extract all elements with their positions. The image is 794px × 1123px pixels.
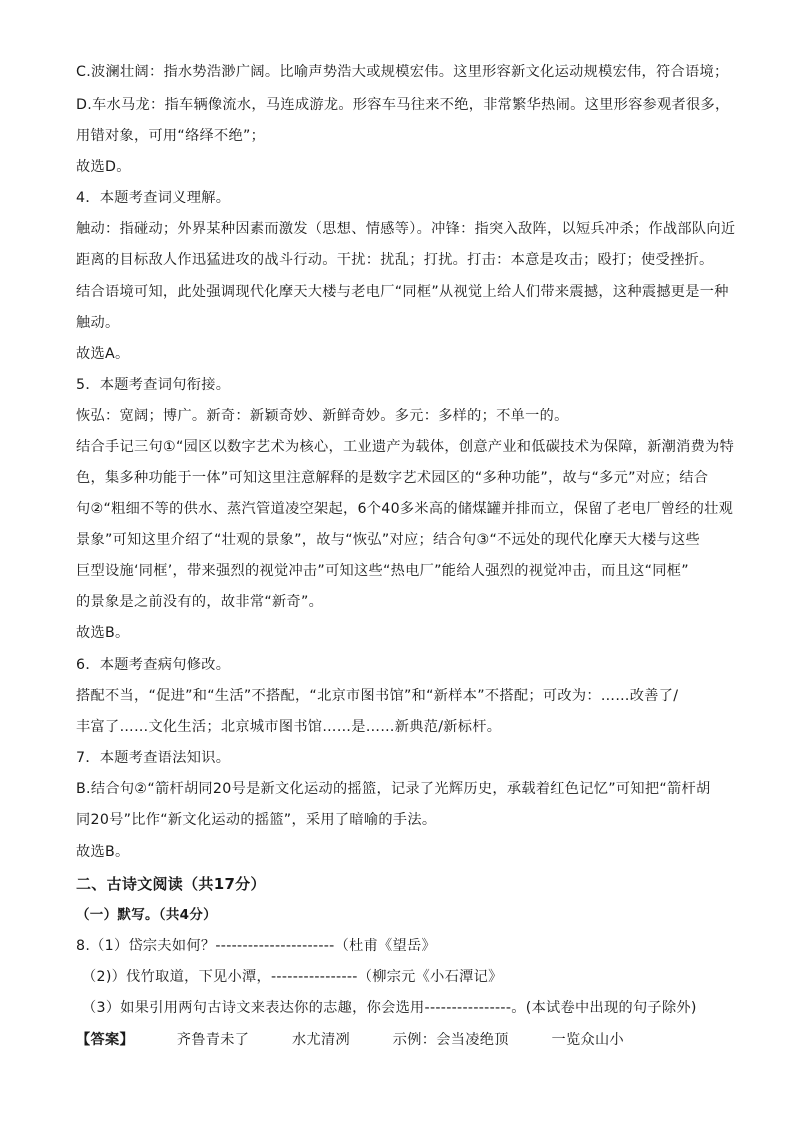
text-line: 距离的目标敌人作迅猛进攻的战斗行动。干扰：扰乱；打扰。打击：本意是攻击；殴打；使受挫折。	[76, 252, 714, 268]
text-line: 句②“粗细不等的供水、蒸汽管道凌空架起，6个40多米高的储煤罐并排而立，保留了老电厂曾经的壮观	[76, 501, 734, 517]
text-line: 结合手记三句①“园区以数字艺术为核心，工业遗产为载体，创意产业和低碳技术为保障，新潮消费为特	[76, 439, 735, 455]
text-line: 触动：指碰动；外界某种因素而激发（思想、情感等）。冲锋：指突入敌阵，以短兵冲杀；作战部队向近	[76, 221, 736, 237]
text-line: 同20号”比作“新文化运动的摇篮”，采用了暗喻的手法。	[76, 812, 437, 828]
text-line: 4．本题考查词义理解。	[76, 190, 231, 206]
text-line: 色，集多种功能于一体”可知这里注意解释的是数字艺术园区的“多种功能”，故与“多元”对应；结合	[76, 470, 709, 486]
text-line: 故选D。	[76, 159, 131, 175]
text-line: 恢弘：宽阔；博广。新奇：新颖奇妙、新鲜奇妙。多元：多样的；不单一的。	[76, 408, 569, 424]
question-line: 8.（1）岱宗夫如何？----------------------（杜甫《望岳》	[76, 938, 437, 954]
text-line: 7．本题考查语法知识。	[76, 750, 231, 766]
section-heading: 二、古诗文阅读（共17分）	[76, 875, 266, 893]
text-line: 的景象是之前没有的，故非常“新奇”。	[76, 594, 324, 610]
text-line: 6．本题考查病句修改。	[76, 657, 231, 673]
answer-item: 齐鲁青未了	[176, 1032, 250, 1048]
text-line: 丰富了……文化生活；北京城市图书馆……是……新典范/新标杆。	[76, 719, 502, 735]
text-line: 用错对象，可用“络绎不绝”；	[76, 128, 266, 144]
text-line: 故选B。	[76, 844, 130, 860]
text-line: C.波澜壮阔：指水势浩渺广阔。比喻声势浩大或规模宏伟。这里形容新文化运动规模宏伟，符合语境；	[76, 64, 729, 80]
answer-label: 【答案】	[76, 1032, 134, 1048]
text-line: 搭配不当，“促进”和“生活”不搭配，“北京市图书馆”和“新样本”不搭配；可改为：……改善了/	[76, 688, 679, 704]
answer-item: 水尤清冽	[292, 1032, 350, 1048]
answer-item: 示例：会当凌绝顶	[392, 1032, 509, 1048]
question-line: （2)）伐竹取道，下见小潭，----------------（柳宗元《小石潭记》	[82, 969, 503, 985]
text-line: B.结合句②“箭杆胡同20号是新文化运动的摇篮，记录了光辉历史，承载着红色记忆”可知把“箭杆胡	[76, 781, 711, 797]
text-line: 故选A。	[76, 346, 130, 362]
text-line: D.车水马龙：指车辆像流水，马连成游龙。形容车马往来不绝，非常繁华热闹。这里形容参观者很多，	[76, 97, 730, 113]
subsection-heading: （一）默写。（共4分）	[76, 907, 217, 923]
text-line: 景象”可知这里介绍了“壮观的景象”，故与“恢弘”对应；结合句③“不远处的现代化摩天大楼与这些	[76, 532, 700, 548]
text-line: 结合语境可知，此处强调现代化摩天大楼与老电厂“同框”从视觉上给人们带来震撼，这种震撼更是一种	[76, 284, 729, 300]
text-line: 触动。	[76, 315, 120, 331]
answer-item: 一览众山小	[551, 1032, 624, 1048]
text-line: 故选B。	[76, 625, 130, 641]
text-line: 5．本题考查词句衔接。	[76, 377, 231, 393]
answer-line	[76, 1030, 734, 1050]
question-line: （3）如果引用两句古诗文来表达你的志趣，你会选用----------------。(本试卷中出现的句子除外)	[82, 1000, 697, 1016]
text-line: 巨型设施‘同框’，带来强烈的视觉冲击”可知这些“热电厂”能给人强烈的视觉冲击，而且这“同框”	[76, 563, 689, 579]
